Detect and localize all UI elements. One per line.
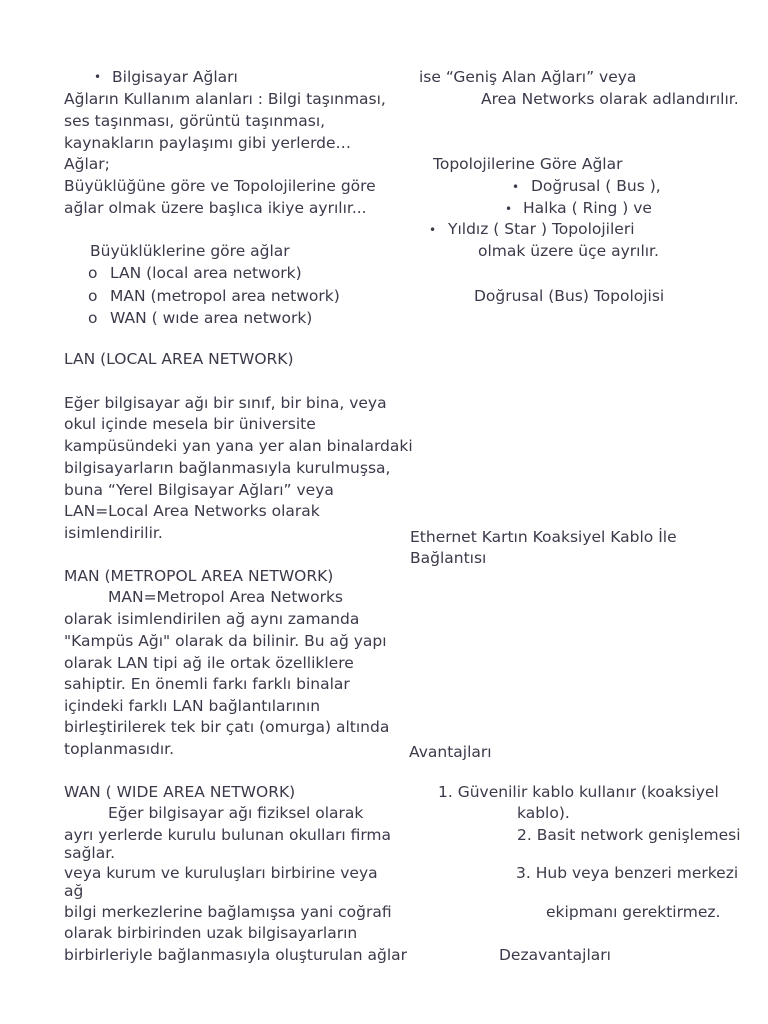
man-text-line: sahiptir. En önemli farkı farklı binalar — [64, 675, 350, 693]
advantage-item: ekipmanı gerektirmez. — [546, 903, 721, 921]
intro-line: Ağlar; — [64, 155, 110, 173]
bullet-dot: • — [429, 223, 437, 237]
size-item-lan: LAN (local area network) — [110, 264, 302, 282]
disadvantages-heading: Dezavantajları — [499, 946, 611, 964]
intro-line: ağlar olmak üzere başlıca ikiye ayrılır... — [64, 199, 367, 217]
man-text-line: toplanmasıdır. — [64, 740, 175, 758]
wan-overflow-text: sağlar. — [64, 844, 116, 862]
wan-continuation: ise “Geniş Alan Ağları” veya — [419, 68, 637, 86]
topology-item-bus: Doğrusal ( Bus ), — [531, 177, 661, 195]
topology-item-ring: Halka ( Ring ) ve — [523, 199, 652, 217]
man-heading: MAN (METROPOL AREA NETWORK) — [64, 567, 334, 585]
bus-heading: Doğrusal (Bus) Topolojisi — [474, 287, 665, 305]
intro-line: kaynakların paylaşımı gibi yerlerde… — [64, 134, 352, 152]
man-text-line: içindeki farklı LAN bağlantılarının — [64, 697, 321, 715]
lan-text-line: isimlendirilir. — [64, 524, 163, 542]
list-marker: o — [88, 309, 98, 327]
topology-item-star: Yıldız ( Star ) Topolojileri — [448, 220, 635, 238]
wan-heading: WAN ( WIDE AREA NETWORK) — [64, 783, 296, 801]
man-text-line: "Kampüs Ağı" olarak da bilinir. Bu ağ yapı — [64, 632, 387, 650]
topology-end: olmak üzere üçe ayrılır. — [478, 242, 659, 260]
lan-text-line: kampüsündeki yan yana yer alan binalardaki — [64, 437, 413, 455]
lan-text-line: bilgisayarların bağlanmasıyla kurulmuşsa, — [64, 459, 391, 477]
lan-text-line: Eğer bilgisayar ağı bir sınıf, bir bina, veya — [64, 394, 387, 412]
advantage-item: 3. Hub veya benzeri merkezi — [516, 864, 739, 882]
advantage-item: 2. Basit network genişlemesi — [517, 826, 741, 844]
intro-line: Büyüklüğüne göre ve Topolojilerine göre — [64, 177, 376, 195]
wan-continuation: Area Networks olarak adlandırılır. — [481, 90, 739, 108]
list-marker: o — [88, 264, 98, 282]
lan-text-line: okul içinde mesela bir üniversite — [64, 415, 316, 433]
caption-line: Bağlantısı — [410, 549, 487, 567]
size-heading: Büyüklüklerine göre ağlar — [90, 242, 290, 260]
wan-text-line: Eğer bilgisayar ağı fiziksel olarak — [108, 804, 364, 822]
caption-line: Ethernet Kartın Koaksiyel Kablo İle — [410, 528, 677, 546]
list-marker: o — [88, 287, 98, 305]
man-text-line: birleştirilerek tek bir çatı (omurga) altında — [64, 718, 390, 736]
man-text-line: olarak LAN tipi ağ ile ortak özelliklere — [64, 654, 354, 672]
lan-heading: LAN (LOCAL AREA NETWORK) — [64, 350, 294, 368]
advantage-item: 1. Güvenilir kablo kullanır (koaksiyel — [438, 783, 719, 801]
advantages-heading: Avantajları — [409, 743, 492, 761]
title-bilgisayar-aglari: Bilgisayar Ağları — [112, 68, 238, 86]
bullet-dot: • — [505, 202, 513, 216]
wan-text-line: ayrı yerlerde kurulu bulunan okulları firma — [64, 826, 392, 844]
size-item-man: MAN (metropol area network) — [110, 287, 340, 305]
intro-line: ses taşınması, görüntü taşınması, — [64, 112, 326, 130]
topology-heading: Topolojilerine Göre Ağlar — [433, 155, 623, 173]
intro-line: Ağların Kullanım alanları : Bilgi taşınması, — [64, 90, 386, 108]
man-text-line: MAN=Metropol Area Networks — [108, 588, 344, 606]
bullet-dot: • — [512, 180, 520, 194]
wan-text-line: olarak birbirinden uzak bilgisayarların — [64, 924, 358, 942]
lan-text-line: LAN=Local Area Networks olarak — [64, 502, 320, 520]
wan-text-line: bilgi merkezlerine bağlamışsa yani coğrafi — [64, 903, 392, 921]
wan-overflow-text: ağ — [64, 882, 84, 900]
man-text-line: olarak isimlendirilen ağ aynı zamanda — [64, 610, 360, 628]
wan-text-line: birbirleriyle bağlanmasıyla oluşturulan ağlar — [64, 946, 408, 964]
advantage-item: kablo). — [517, 804, 570, 822]
lan-text-line: buna “Yerel Bilgisayar Ağları” veya — [64, 481, 334, 499]
bullet-dot: • — [94, 70, 102, 84]
wan-text-line: veya kurum ve kuruluşları birbirine veya — [64, 864, 378, 882]
size-item-wan: WAN ( wıde area network) — [110, 309, 313, 327]
